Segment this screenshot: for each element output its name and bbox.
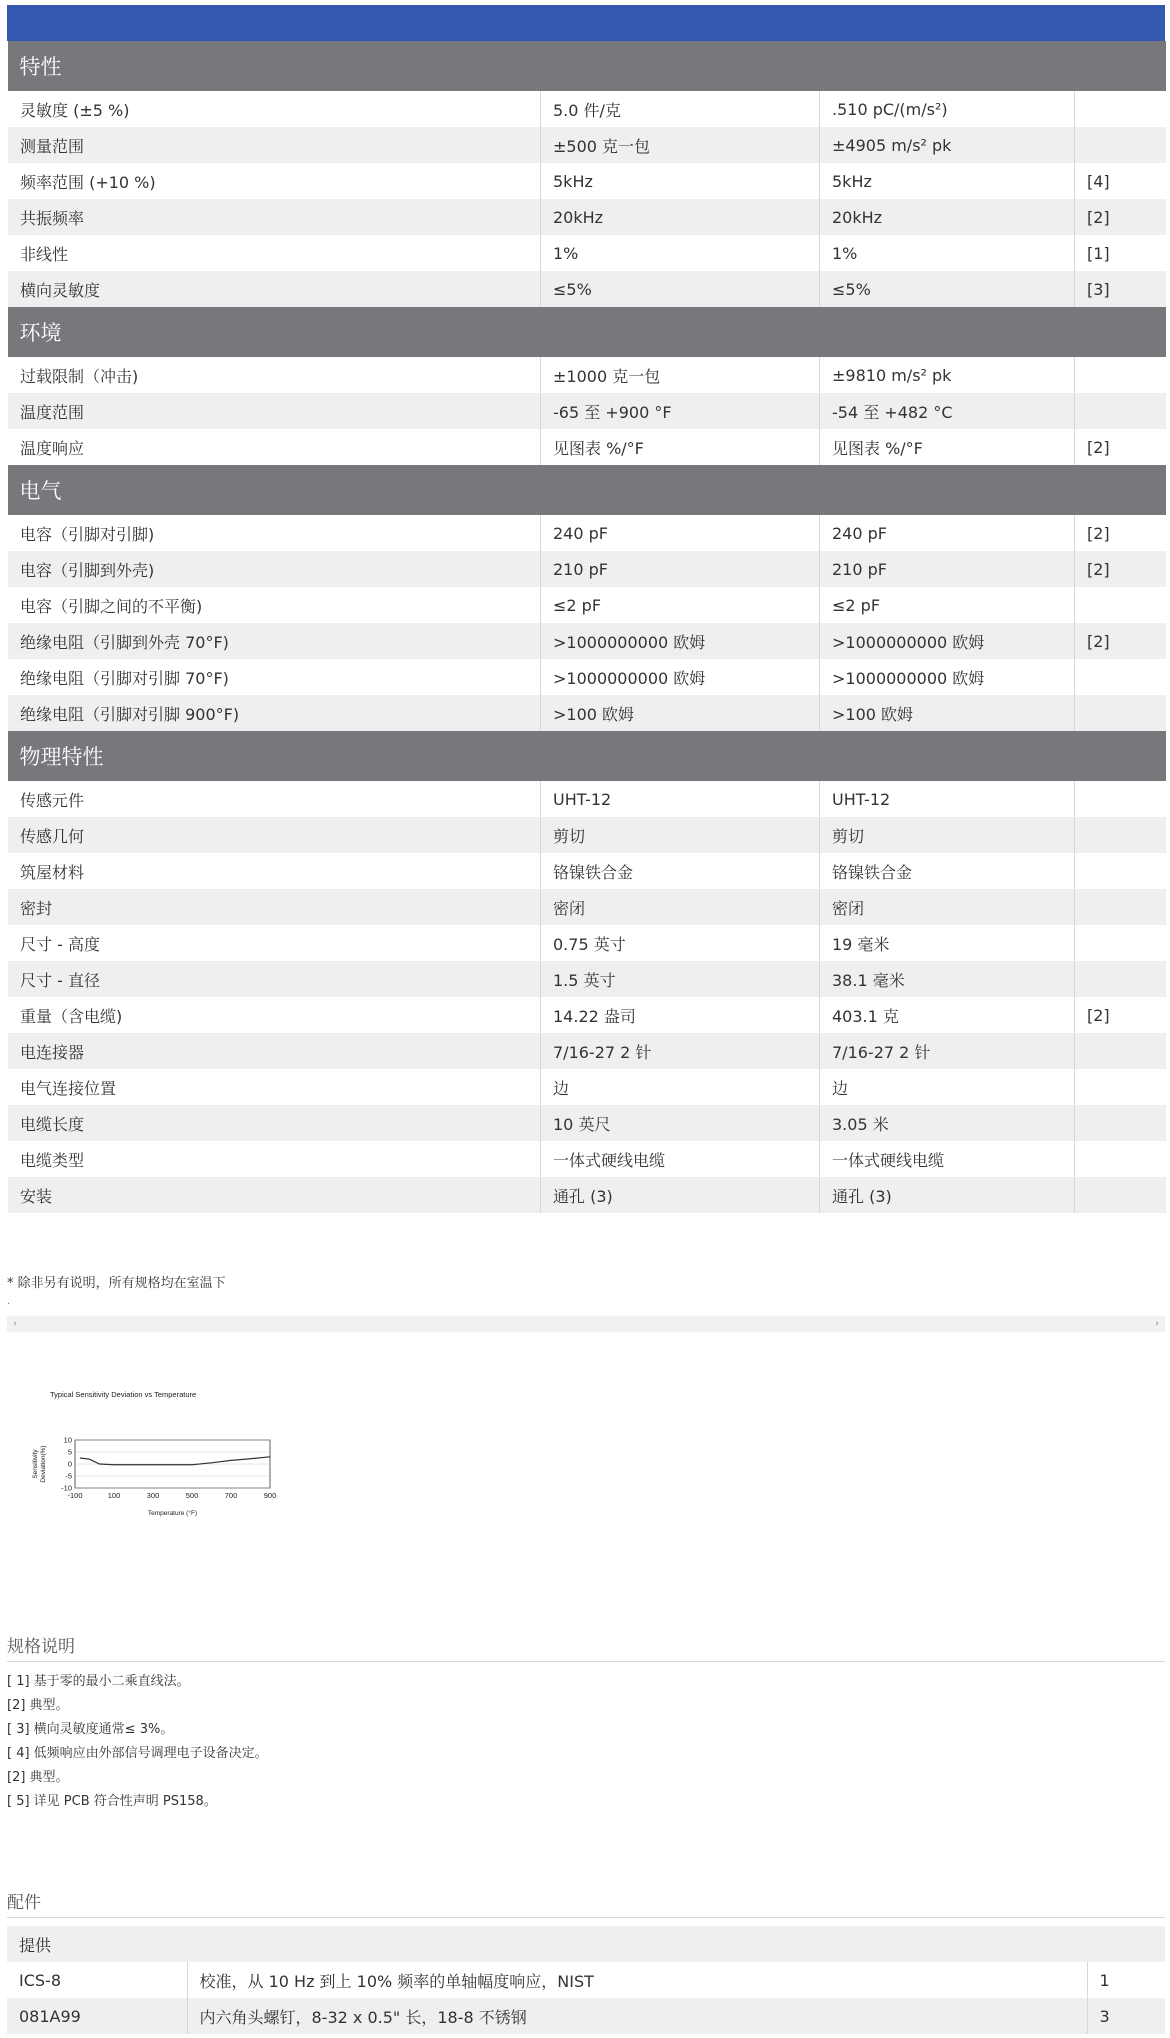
spec-note-item: [ 4] 低频响应由外部信号调理电子设备决定。	[7, 1746, 268, 1761]
spec-value-english: 见图表 %/°F	[541, 429, 820, 465]
spec-name: 过载限制（冲击)	[8, 357, 541, 393]
spec-row	[8, 271, 1166, 307]
accessory-row	[7, 1998, 1165, 2034]
spec-value-si: 38.1 毫米	[820, 961, 1075, 997]
spec-name: 密封	[8, 889, 541, 925]
spec-value-si: 通孔 (3)	[820, 1177, 1075, 1213]
spec-value-si: 210 pF	[820, 551, 1075, 587]
chart-series-line	[80, 1457, 270, 1465]
spec-value-english: 20kHz	[541, 199, 820, 235]
spec-row	[8, 163, 1166, 199]
accessories-heading: 配件	[7, 1888, 1165, 1918]
spec-note: [2]	[1075, 429, 1166, 465]
spec-note	[1075, 127, 1166, 163]
spec-value-english: 通孔 (3)	[541, 1177, 820, 1213]
spec-note	[1075, 91, 1166, 127]
spec-name: 温度范围	[8, 393, 541, 429]
spec-row	[8, 1105, 1166, 1141]
spec-value-si: 7/16-27 2 针	[820, 1033, 1075, 1069]
spec-name: 安装	[8, 1177, 541, 1213]
spec-name: 传感元件	[8, 781, 541, 817]
accessory-model: ICS-8	[7, 1962, 187, 1998]
horizontal-scrollbar[interactable]	[7, 1316, 1165, 1332]
spec-row	[8, 997, 1166, 1033]
spec-row	[8, 695, 1166, 731]
spec-row	[8, 853, 1166, 889]
spec-note: [2]	[1075, 997, 1166, 1033]
accessory-description: 内六角头螺钉，8-32 x 0.5" 长，18-8 不锈钢	[187, 1998, 1087, 2034]
accessory-row	[7, 1962, 1165, 1998]
spec-name: 电容（引脚之间的不平衡)	[8, 587, 541, 623]
chart-y-axis-label: Sensitivity	[32, 1449, 39, 1479]
chart-y-tick-label: 0	[67, 1459, 72, 1469]
spec-value-english: -65 至 +900 °F	[541, 393, 820, 429]
spec-value-english: 0.75 英寸	[541, 925, 820, 961]
spec-value-si: ±4905 m/s² pk	[820, 127, 1075, 163]
spec-row	[8, 91, 1166, 127]
spec-row	[8, 1177, 1166, 1213]
spec-note: [2]	[1075, 515, 1166, 551]
spec-name: 测量范围	[8, 127, 541, 163]
spec-value-si: .510 pC/(m/s²)	[820, 91, 1075, 127]
spec-name: 横向灵敏度	[8, 271, 541, 307]
spec-note	[1075, 1141, 1166, 1177]
spec-note	[1075, 587, 1166, 623]
spec-note	[1075, 781, 1166, 817]
spec-value-english: 铬镍铁合金	[541, 853, 820, 889]
accessory-quantity: 3	[1087, 1998, 1165, 2034]
spec-note	[1075, 1177, 1166, 1213]
chart-y-tick-label: -5	[65, 1471, 72, 1481]
spec-value-english: 240 pF	[541, 515, 820, 551]
spec-row	[8, 1033, 1166, 1069]
spec-note	[1075, 695, 1166, 731]
spec-row	[8, 127, 1166, 163]
accessory-quantity: 1	[1087, 1962, 1165, 1998]
chevron-left-icon[interactable]: ‹	[13, 1319, 17, 1329]
spec-row	[8, 1141, 1166, 1177]
spec-value-english: >100 欧姆	[541, 695, 820, 731]
spec-note	[1075, 817, 1166, 853]
spec-row	[8, 817, 1166, 853]
spec-note: [3]	[1075, 271, 1166, 307]
spec-value-english: ±500 克一包	[541, 127, 820, 163]
spec-value-si: 20kHz	[820, 199, 1075, 235]
section-title: 物理特性	[8, 731, 1166, 781]
chart-x-tick-label: 500	[185, 1491, 199, 1500]
spec-note: [2]	[1075, 623, 1166, 659]
spec-note: [4]	[1075, 163, 1166, 199]
spec-name: 电容（引脚到外壳)	[8, 551, 541, 587]
spec-row	[8, 357, 1166, 393]
chart-x-tick-label: 700	[224, 1491, 238, 1500]
spec-note	[1075, 853, 1166, 889]
spec-row	[8, 781, 1166, 817]
spec-value-si: ±9810 m/s² pk	[820, 357, 1075, 393]
footnote: * 除非另有说明，所有规格均在室温下	[7, 1276, 226, 1291]
spec-value-si: 240 pF	[820, 515, 1075, 551]
spec-value-si: 见图表 %/°F	[820, 429, 1075, 465]
spec-notes-list	[7, 1670, 268, 1814]
spec-value-si: >1000000000 欧姆	[820, 659, 1075, 695]
spec-value-si: ≤5%	[820, 271, 1075, 307]
spec-row	[8, 199, 1166, 235]
spec-value-english: 密闭	[541, 889, 820, 925]
section-title: 电气	[8, 465, 1166, 515]
spec-note	[1075, 659, 1166, 695]
chart-x-tick-label: 300	[146, 1491, 160, 1500]
spec-value-si: 5kHz	[820, 163, 1075, 199]
spec-value-english: ≤2 pF	[541, 587, 820, 623]
spec-value-si: -54 至 +482 °C	[820, 393, 1075, 429]
spec-name: 电缆类型	[8, 1141, 541, 1177]
spec-note	[1075, 357, 1166, 393]
spec-value-english: 1%	[541, 235, 820, 271]
accessories-table	[7, 1926, 1165, 2034]
spec-value-english: 7/16-27 2 针	[541, 1033, 820, 1069]
spec-value-english: >1000000000 欧姆	[541, 659, 820, 695]
spec-value-si: 铬镍铁合金	[820, 853, 1075, 889]
spec-value-english: ≤5%	[541, 271, 820, 307]
section-title: 特性	[8, 41, 1166, 91]
accessory-model: 081A99	[7, 1998, 187, 2034]
spec-name: 绝缘电阻（引脚到外壳 70°F)	[8, 623, 541, 659]
spec-name: 电容（引脚对引脚)	[8, 515, 541, 551]
spec-row	[8, 623, 1166, 659]
spec-value-si: 边	[820, 1069, 1075, 1105]
spec-row	[8, 393, 1166, 429]
spec-row	[8, 235, 1166, 271]
spec-value-english: UHT-12	[541, 781, 820, 817]
spec-name: 温度响应	[8, 429, 541, 465]
chevron-right-icon[interactable]: ›	[1155, 1319, 1159, 1329]
spec-note	[1075, 1105, 1166, 1141]
section-title: 环境	[8, 307, 1166, 357]
spec-value-english: 5kHz	[541, 163, 820, 199]
accessories-header-row	[7, 1926, 1165, 1962]
accessories-header: 提供	[7, 1926, 1165, 1962]
chart-x-axis-label: Temperature (°F)	[147, 1510, 198, 1517]
spec-value-english: 剪切	[541, 817, 820, 853]
spec-note: [1]	[1075, 235, 1166, 271]
spec-value-si: 1%	[820, 235, 1075, 271]
spec-value-si: >100 欧姆	[820, 695, 1075, 731]
spec-note-item: [ 5] 详见 PCB 符合性声明 PS158。	[7, 1794, 217, 1809]
spec-value-english: 一体式硬线电缆	[541, 1141, 820, 1177]
dot-text: .	[7, 1296, 11, 1307]
section-header	[8, 465, 1166, 515]
spec-name: 频率范围 (+10 %)	[8, 163, 541, 199]
spec-name: 电气连接位置	[8, 1069, 541, 1105]
spec-value-english: 边	[541, 1069, 820, 1105]
spec-note: [2]	[1075, 551, 1166, 587]
spec-name: 尺寸 - 高度	[8, 925, 541, 961]
spec-name: 电连接器	[8, 1033, 541, 1069]
spec-name: 尺寸 - 直径	[8, 961, 541, 997]
spec-value-english: 5.0 件/克	[541, 91, 820, 127]
spec-value-si: UHT-12	[820, 781, 1075, 817]
spec-name: 重量（含电缆)	[8, 997, 541, 1033]
spec-note-item: [2] 典型。	[7, 1770, 69, 1785]
spec-table	[7, 41, 1166, 1213]
spec-name: 绝缘电阻（引脚对引脚 70°F)	[8, 659, 541, 695]
spec-value-english: 210 pF	[541, 551, 820, 587]
spec-value-english: >1000000000 欧姆	[541, 623, 820, 659]
spec-value-english: 1.5 英寸	[541, 961, 820, 997]
spec-name: 绝缘电阻（引脚对引脚 900°F)	[8, 695, 541, 731]
spec-value-si: >1000000000 欧姆	[820, 623, 1075, 659]
spec-name: 筑屋材料	[8, 853, 541, 889]
header-bar	[7, 5, 1165, 41]
spec-row	[8, 925, 1166, 961]
spec-value-english: 14.22 盎司	[541, 997, 820, 1033]
spec-row	[8, 515, 1166, 551]
spec-row	[8, 551, 1166, 587]
spec-note	[1075, 889, 1166, 925]
spec-note	[1075, 1069, 1166, 1105]
spec-note	[1075, 393, 1166, 429]
spec-note	[1075, 925, 1166, 961]
spec-row	[8, 659, 1166, 695]
chart-y-tick-label: 5	[67, 1447, 72, 1457]
spec-name: 电缆长度	[8, 1105, 541, 1141]
section-header	[8, 41, 1166, 91]
chart-x-tick-label: 900	[263, 1491, 277, 1500]
spec-row	[8, 587, 1166, 623]
chart-title: Typical Sensitivity Deviation vs Temperature	[50, 1390, 197, 1399]
spec-value-si: ≤2 pF	[820, 587, 1075, 623]
spec-row	[8, 961, 1166, 997]
chart-x-tick-label: 100	[107, 1491, 121, 1500]
spec-value-si: 3.05 米	[820, 1105, 1075, 1141]
chart-y-tick-label: -10	[61, 1483, 72, 1493]
spec-name: 非线性	[8, 235, 541, 271]
spec-note	[1075, 961, 1166, 997]
spec-value-si: 403.1 克	[820, 997, 1075, 1033]
chart-y-tick-label: 10	[63, 1435, 72, 1445]
section-header	[8, 731, 1166, 781]
chart-y-axis-label: Deviation(%)	[40, 1445, 47, 1483]
spec-value-english: ±1000 克一包	[541, 357, 820, 393]
spec-value-si: 密闭	[820, 889, 1075, 925]
section-header	[8, 307, 1166, 357]
spec-notes-heading: 规格说明	[7, 1632, 1165, 1662]
spec-value-si: 19 毫米	[820, 925, 1075, 961]
spec-note-item: [ 3] 横向灵敏度通常≤ 3%。	[7, 1722, 174, 1737]
sensitivity-chart	[10, 1388, 295, 1518]
spec-value-si: 剪切	[820, 817, 1075, 853]
spec-note	[1075, 1033, 1166, 1069]
spec-row	[8, 889, 1166, 925]
chart-x-tick-label: -100	[67, 1491, 83, 1500]
spec-note-item: [ 1] 基于零的最小二乘直线法。	[7, 1674, 190, 1689]
spec-row	[8, 429, 1166, 465]
spec-row	[8, 1069, 1166, 1105]
accessory-description: 校准，从 10 Hz 到上 10% 频率的单轴幅度响应，NIST	[187, 1962, 1087, 1998]
spec-note-item: [2] 典型。	[7, 1698, 69, 1713]
spec-name: 共振频率	[8, 199, 541, 235]
spec-value-si: 一体式硬线电缆	[820, 1141, 1075, 1177]
spec-name: 传感几何	[8, 817, 541, 853]
spec-value-english: 10 英尺	[541, 1105, 820, 1141]
spec-name: 灵敏度 (±5 %)	[8, 91, 541, 127]
spec-note: [2]	[1075, 199, 1166, 235]
